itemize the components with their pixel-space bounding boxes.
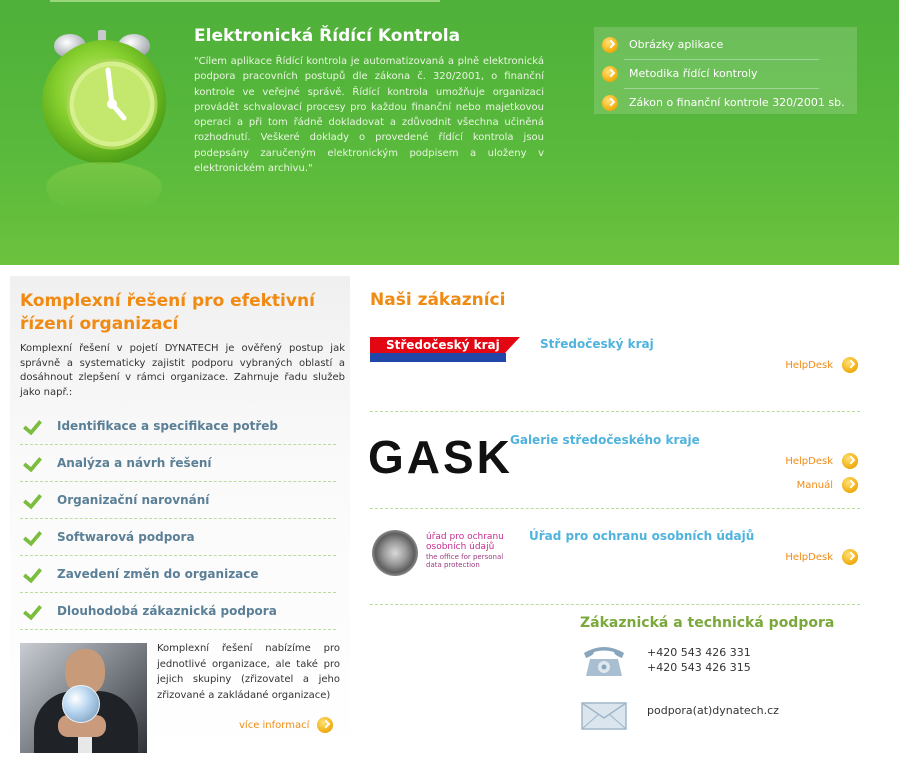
service-label: Zavedení změn do organizace [57, 567, 259, 581]
service-item[interactable] [20, 593, 336, 630]
check-icon [23, 527, 45, 547]
service-list [20, 408, 336, 630]
divider [370, 411, 860, 412]
hero-link-label: Obrázky aplikace [629, 38, 724, 51]
uoou-logo[interactable] [370, 528, 510, 584]
hero-link-methodology[interactable] [602, 59, 849, 88]
helpdesk-link[interactable] [785, 357, 858, 373]
service-label: Identifikace a specifikace potřeb [57, 419, 278, 433]
customer-uoou [370, 516, 860, 600]
hero-link-label: Zákon o finanční kontrole 320/2001 sb. [629, 96, 845, 109]
service-item[interactable] [20, 482, 336, 519]
seal-icon [372, 530, 418, 576]
alarm-clock-icon [30, 18, 180, 218]
group-solution-text: Komplexní řešení nabízíme pro jednotlivé organizace, ale také pro jejich skupiny (zřizovatel a jeho zřizované a zakládané organizace) [157, 643, 340, 701]
helpdesk-label: HelpDesk [785, 455, 833, 467]
hero-description: "Cílem aplikace Řídící kontrola je automatizovaná a plně elektronická podpora pracovních postupů dle zákona č. 320/2001, o finanční kontrole ve veřejné správě. Řídící kontrola umožňuje organizaci provádět schvalovací procesy pro každou finanční nebo majetkovou operaci a při tom řádně dokladovat a zdůvodnit všechna učiněná rozhodnutí. Veškeré doklady o provedené řídící kontrola jsou podepsány zaručeným elektronickým podpisem a uloženy v elektronickém archivu." [194, 56, 544, 175]
service-label: Dlouhodobá zákaznická podpora [57, 604, 277, 618]
gask-logo[interactable]: GASK [368, 431, 513, 483]
service-label: Softwarová podpora [57, 530, 195, 544]
more-info-link[interactable] [239, 717, 333, 733]
phone-icon [581, 643, 627, 679]
helpdesk-link[interactable] [785, 549, 858, 565]
service-item[interactable] [20, 445, 336, 482]
logo-line: osobních údajů [426, 542, 495, 552]
divider [370, 604, 860, 605]
check-icon [23, 601, 45, 621]
arrow-right-icon [842, 453, 858, 469]
left-panel-intro: Komplexní řešení v pojetí DYNATECH je ověřený postup jak správně a systematicky zajistit podporu vybraných oblastí a dosáhnout zlepšení v rámci organizace. Zahrnuje řadu služeb jako např.: [20, 343, 345, 398]
logo-line: the office for personal [426, 553, 504, 561]
hero-title: Elektronická Řídící Kontrola [194, 26, 461, 46]
manual-link[interactable] [797, 477, 858, 493]
support-title: Zákaznická a technická podpora [580, 615, 835, 631]
arrow-right-icon [842, 549, 858, 565]
arrow-right-icon [842, 477, 858, 493]
arrow-right-icon [842, 357, 858, 373]
businessman-photo [20, 643, 147, 753]
left-panel [10, 276, 350, 758]
helpdesk-link[interactable] [785, 453, 858, 469]
customers-title: Naši zákazníci [370, 290, 506, 310]
divider [370, 508, 860, 509]
check-icon [23, 453, 45, 473]
hero-top-line [50, 0, 440, 2]
check-icon [23, 564, 45, 584]
logo-line: úřad pro ochranu [426, 532, 504, 542]
check-icon [23, 490, 45, 510]
customer-name-link[interactable]: Galerie středočeského kraje [510, 433, 700, 447]
arrow-right-icon [602, 66, 618, 82]
stredocesky-kraj-logo[interactable] [370, 337, 520, 362]
service-label: Analýza a návrh řešení [57, 456, 212, 470]
phone-number: +420 543 426 331 [647, 646, 751, 659]
arrow-right-icon [317, 717, 333, 733]
customer-stredocesky-kraj [370, 326, 860, 406]
service-item[interactable] [20, 408, 336, 445]
arrow-right-icon [602, 37, 618, 53]
mail-icon [581, 702, 627, 730]
left-panel-title: Komplexní řešení pro efektivní řízení organizací [20, 291, 315, 334]
customer-name-link[interactable]: Úřad pro ochranu osobních údajů [529, 529, 755, 543]
helpdesk-label: HelpDesk [785, 551, 833, 563]
hero-links-box [594, 27, 857, 114]
hero-banner [0, 0, 899, 265]
customer-gask [370, 418, 860, 504]
more-info-label: více informací [239, 719, 310, 731]
service-label: Organizační narovnání [57, 493, 210, 507]
hero-link-label: Metodika řídící kontroly [629, 67, 758, 80]
customer-name-link[interactable]: Středočeský kraj [540, 337, 654, 351]
phone-number: +420 543 426 315 [647, 661, 751, 674]
helpdesk-label: HelpDesk [785, 359, 833, 371]
service-item[interactable] [20, 556, 336, 593]
service-item[interactable] [20, 519, 336, 556]
arrow-right-icon [602, 95, 618, 111]
manual-label: Manuál [796, 479, 833, 491]
logo-line: data protection [426, 561, 480, 569]
hero-link-law[interactable] [602, 88, 849, 117]
hero-link-screenshots[interactable] [602, 30, 849, 59]
support-email-link[interactable]: podpora(at)dynatech.cz [647, 704, 779, 717]
check-icon [23, 416, 45, 436]
logo-text: Středočeský kraj [386, 338, 500, 352]
